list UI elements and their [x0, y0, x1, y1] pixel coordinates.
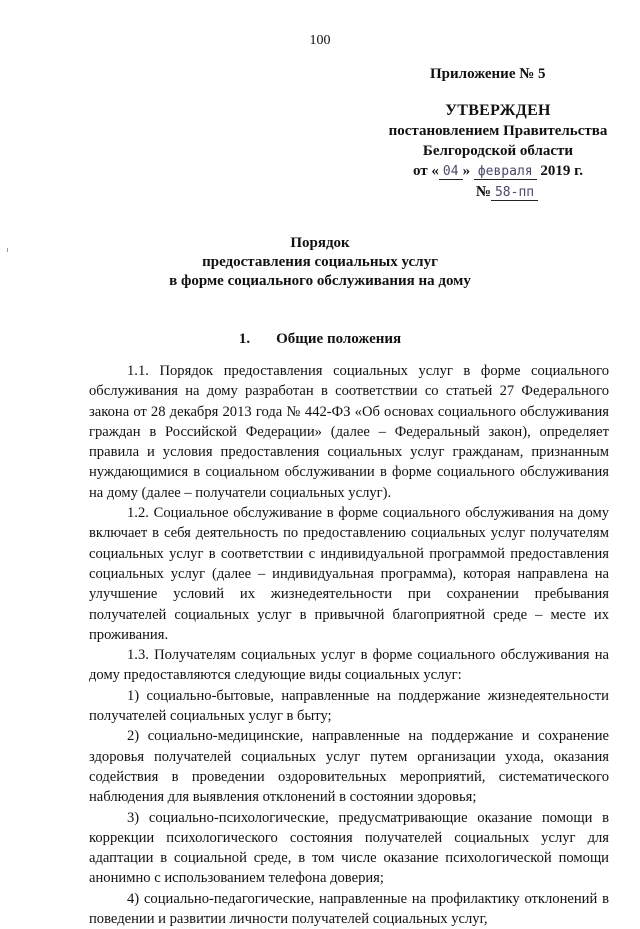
date-mid: » [462, 163, 471, 179]
date-day: 04 [439, 164, 463, 180]
page-number: 100 [309, 33, 331, 48]
approval-line-1: постановлением Правительства [388, 123, 608, 139]
date-month: февраля [474, 164, 537, 180]
paragraph: 4) социально-педагогические, направленные на профилактику отклонений в поведении и развитии личности получателей социальных услуг, [89, 890, 609, 928]
title-line-1: Порядок [290, 235, 350, 251]
number-prefix: № [475, 184, 491, 200]
paragraph: 1.2. Социальное обслуживание в форме социального обслуживания на дому включает в себя деятельность по предоставлению социальных услуг получателям социальных услуг в соответствии с индивидуальной программой предоставления социальных услуг (далее – индивидуальная программа), которая направлена на улучшение условий их жизнедеятельности при сохранении пребывания получателей социальных услуг в привычной благоприятной среде – месте их проживания. [89, 505, 609, 643]
paragraph: 1.1. Порядок предоставления социальных услуг в форме социального обслуживания на дому разработан в соответствии со статьей 27 Федерального закона от 28 декабря 2013 года № 442-ФЗ «Об основах социального обслуживания граждан в Российской Федерации» (далее – Федеральный закон), определяет правила и условия предоставления социальных услуг гражданам, признанным нуждающимися в социальном обслуживании в форме социального обслуживания на дому (далее – получатели социальных услуг). [89, 363, 609, 501]
approval-number [378, 182, 618, 203]
approval-heading: УТВЕРЖДЕН [445, 102, 551, 119]
approval-block [378, 101, 618, 203]
number-value: 58-пп [491, 185, 538, 201]
section-heading [0, 331, 640, 348]
approval-date [378, 161, 618, 182]
title-line-3: в форме социального обслуживания на дому [169, 273, 471, 289]
body-text [89, 361, 609, 929]
document-title [0, 234, 640, 291]
title-line-2: предоставления социальных услуг [202, 254, 438, 270]
date-prefix: от « [413, 163, 439, 179]
paragraph: 3) социально-психологические, предусматривающие оказание помощи в коррекции психологического состояния получателей социальных услуг для адаптации в социальной среде, в том числе оказание психологической помощи анонимно с использованием телефона доверия; [89, 809, 609, 887]
section-number: 1. [238, 331, 251, 347]
date-year: 2019 г. [540, 163, 583, 179]
section-title: Общие положения [276, 331, 402, 347]
approval-line-2: Белгородской области [422, 143, 574, 159]
appendix-label: Приложение № 5 [430, 66, 546, 82]
scan-speck [7, 248, 8, 252]
paragraph: 1.3. Получателям социальных услуг в форме социального обслуживания на дому предоставляются следующие виды социальных услуг: [89, 647, 609, 684]
paragraph: 1) социально-бытовые, направленные на поддержание жизнедеятельности получателей социальных услуг в быту; [89, 687, 609, 725]
paragraph: 2) социально-медицинские, направленные на поддержание и сохранение здоровья получателей социальных услуг путем организации ухода, оказания содействия в проведении оздоровительных мероприятий, систематического наблюдения для выявления отклонений в состоянии здоровья; [89, 728, 609, 806]
